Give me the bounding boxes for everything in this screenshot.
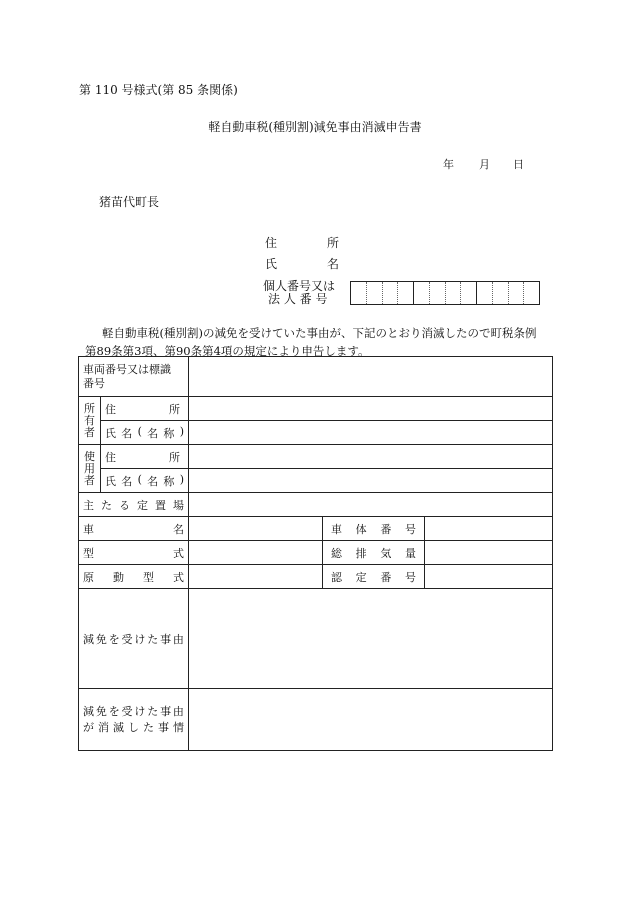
user-address-label: 住 所 [101,445,189,469]
reason-received-label: 減 免 を 受 け た 事 由 [79,589,189,689]
table-row [79,445,553,469]
date-year-label: 年 [443,158,454,171]
vehicle-info-table [78,356,553,751]
addressee: 猪苗代町長 [99,195,160,209]
vehicle-name-label: 車 名 [79,517,189,541]
cert-number-field[interactable] [425,565,553,589]
table-row [79,517,553,541]
user-group-label: 使 用 者 [79,445,101,493]
table-row [79,469,553,493]
owner-address-label: 住 所 [101,397,189,421]
user-name-label: 氏 名 ( 名 称 ) [101,469,189,493]
table-row [79,493,553,517]
displacement-field[interactable] [425,541,553,565]
owner-name-field[interactable] [189,421,553,445]
storage-place-field[interactable] [189,493,553,517]
engine-model-field[interactable] [189,565,323,589]
engine-model-label: 原 動 型 式 [79,565,189,589]
individual-number-box[interactable] [350,281,540,305]
model-label: 型 式 [79,541,189,565]
user-name-field[interactable] [189,469,553,493]
individual-number-label: 個人番号又は 法 人 番 号 [263,279,336,306]
user-address-field[interactable] [189,445,553,469]
storage-place-label: 主 た る 定 置 場 [79,493,189,517]
table-row [79,589,553,689]
table-row [79,357,553,397]
applicant-name-label: 氏 名 [265,257,339,271]
table-row [79,565,553,589]
date-day-label: 日 [513,158,524,171]
statement-text: 軽自動車税(種別割)の減免を受けていた事由が、下記のとおり消滅したので町税条例 第89条第3項、第90条第4項の規定により申告します。 [85,326,537,358]
vehicle-number-label: 車両番号又は標識 番号 [79,357,189,397]
reason-received-field[interactable] [189,589,553,689]
chassis-number-field[interactable] [425,517,553,541]
vehicle-number-field[interactable] [189,357,553,397]
reason-lapsed-field[interactable] [189,689,553,751]
owner-address-field[interactable] [189,397,553,421]
table-row [79,541,553,565]
table-row [79,397,553,421]
displacement-label: 総 排 気 量 [323,541,425,565]
chassis-number-label: 車 体 番 号 [323,517,425,541]
owner-group-label: 所 有 者 [79,397,101,445]
reason-lapsed-label: 減 免 を 受 け た 事 由 が 消 滅 し た 事 情 [79,689,189,751]
table-row [79,689,553,751]
form-number: 第 110 号様式(第 85 条関係) [79,83,238,97]
date-month-label: 月 [479,158,490,171]
cert-number-label: 認 定 番 号 [323,565,425,589]
vehicle-name-field[interactable] [189,517,323,541]
owner-name-label: 氏 名 ( 名 称 ) [101,421,189,445]
table-row [79,421,553,445]
applicant-address-label: 住 所 [265,236,339,250]
document-title: 軽自動車税(種別割)減免事由消滅申告書 [208,120,422,134]
model-field[interactable] [189,541,323,565]
